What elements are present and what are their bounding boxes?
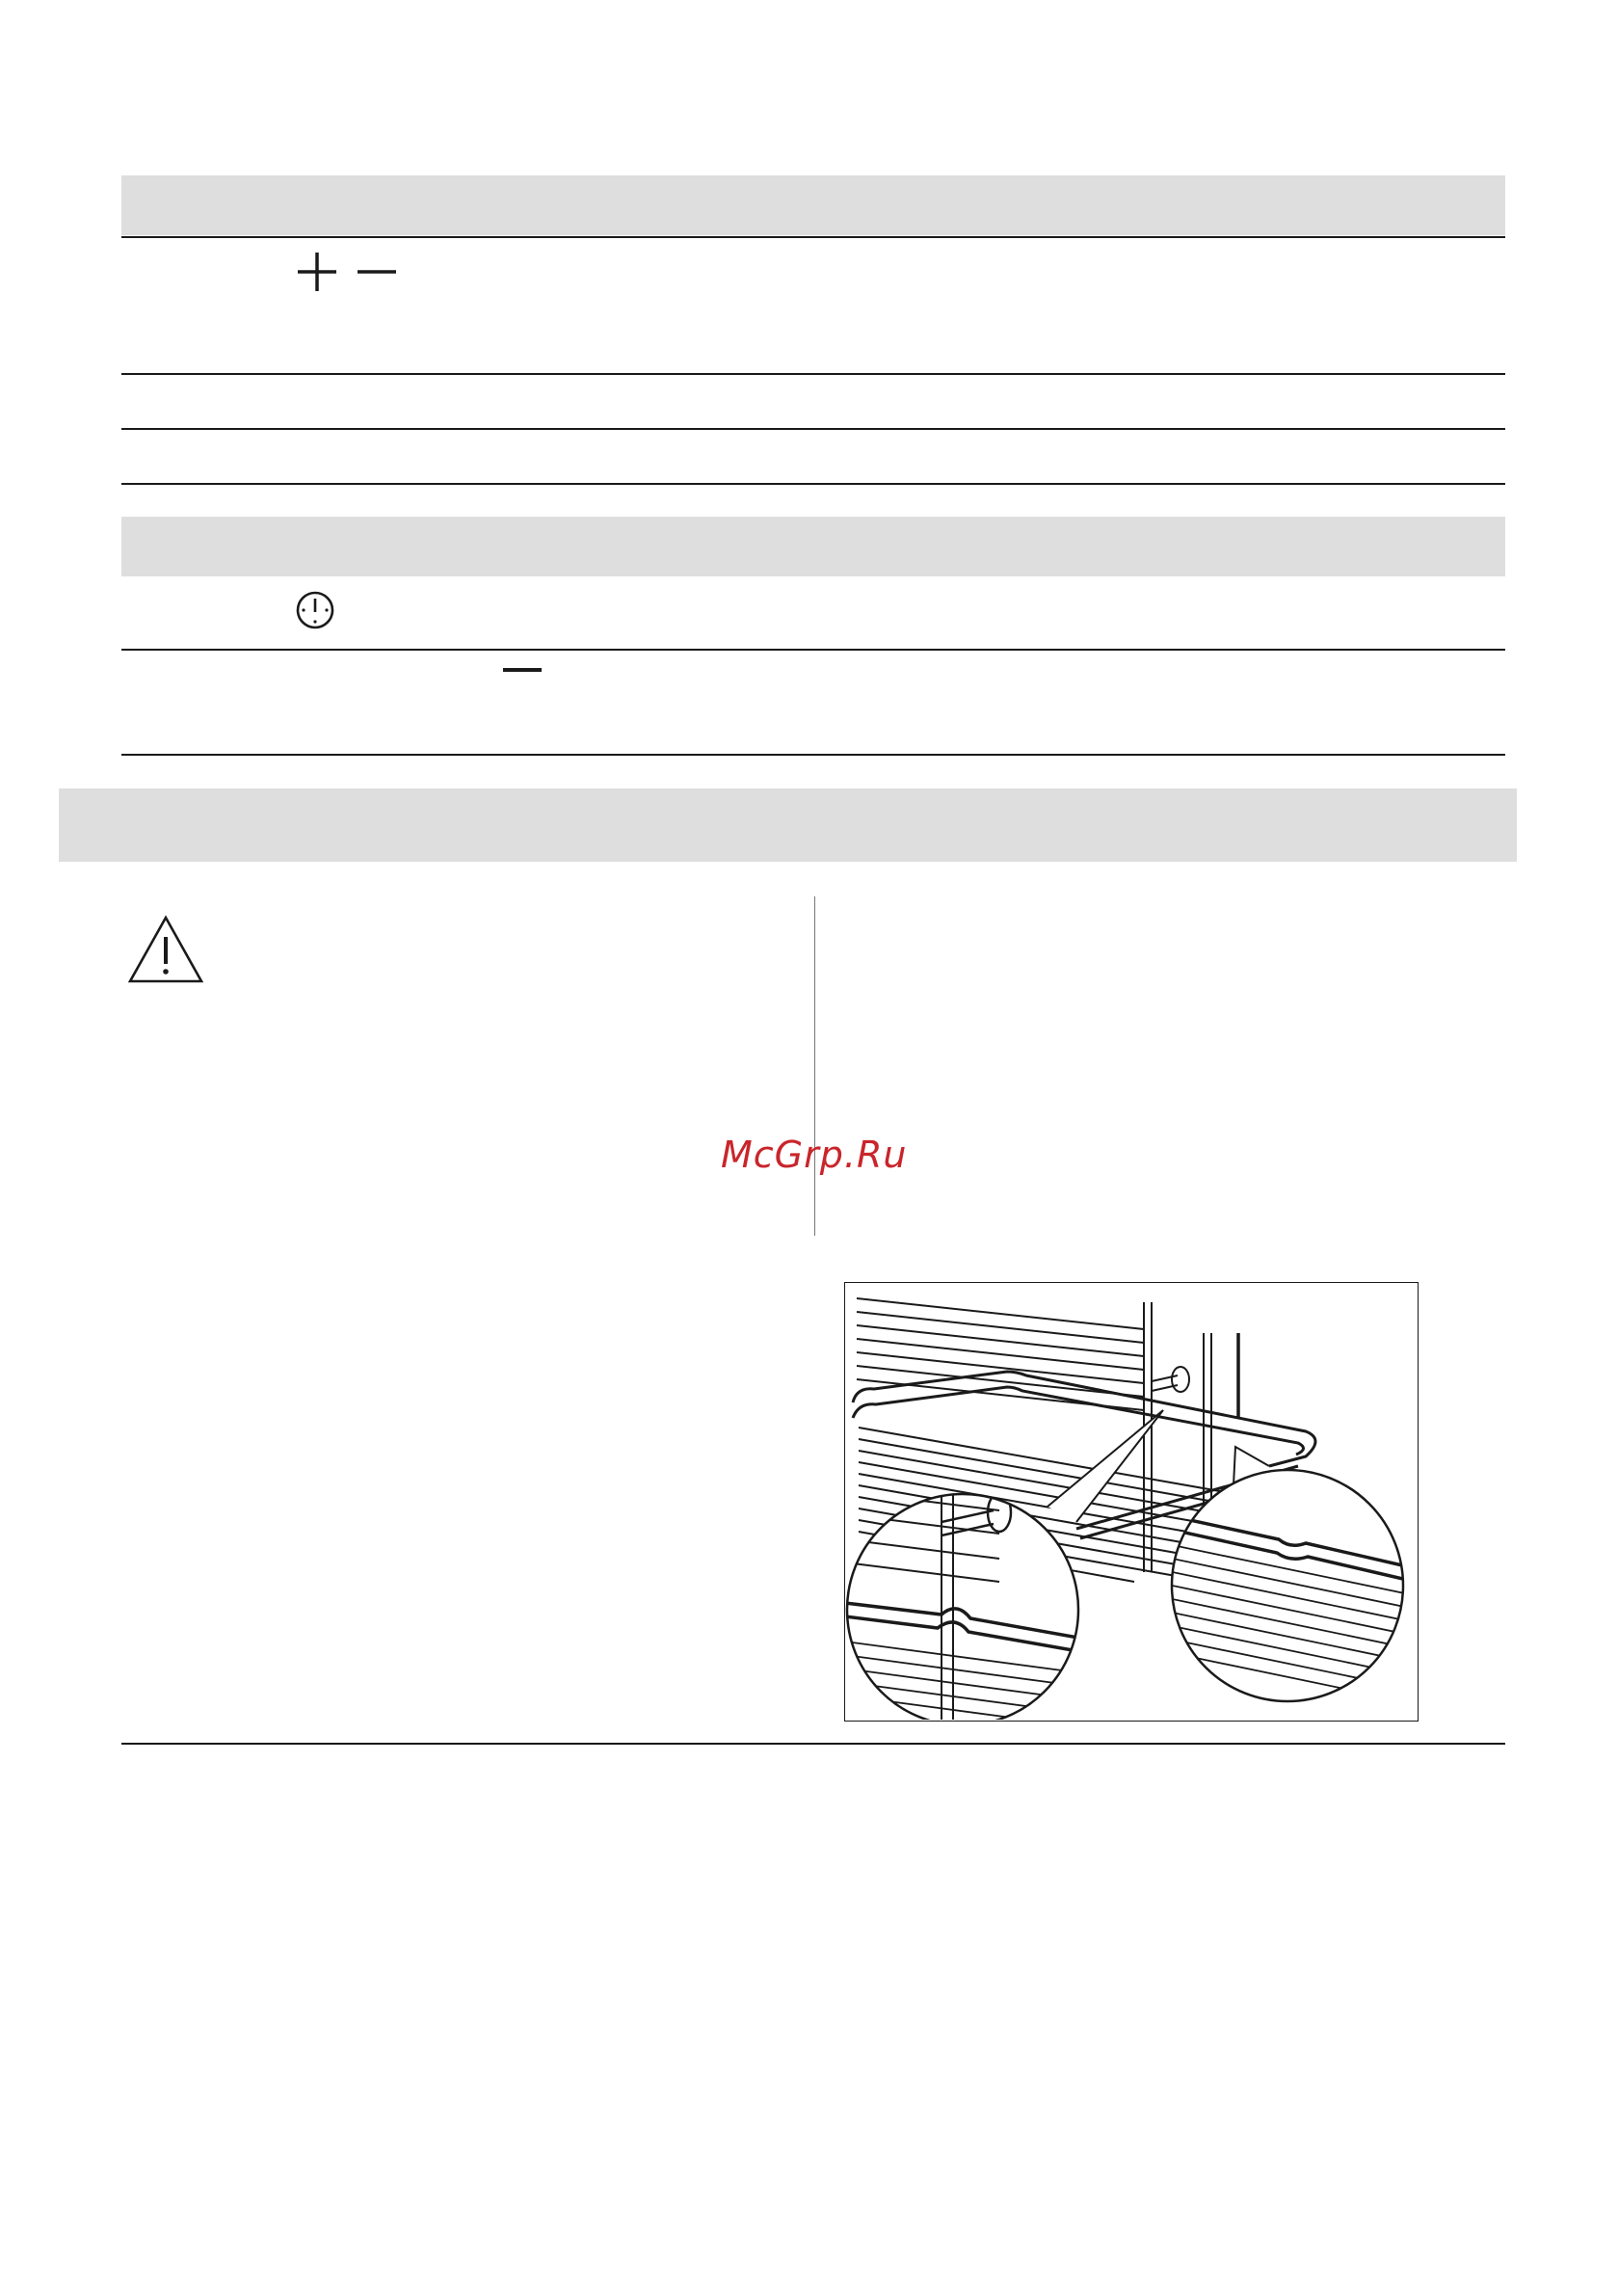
- table2-row-2: [121, 651, 1505, 753]
- plus-icon: [295, 250, 339, 294]
- watermark-text: McGrp.Ru: [721, 1134, 908, 1176]
- table1-header: [121, 175, 1505, 235]
- table2-row-1: [121, 578, 1505, 648]
- clock-icon: [294, 589, 336, 631]
- oven-shelf-drawing: [845, 1283, 1417, 1720]
- table1-bottom-rule: [121, 483, 1505, 485]
- column-divider: [814, 896, 815, 1236]
- minus-icon: [501, 660, 544, 680]
- section-bottom-rule: [121, 1743, 1505, 1745]
- minus-icon: [355, 250, 399, 294]
- table2-bottom-rule: [121, 754, 1505, 756]
- table1-row-2: [121, 375, 1505, 427]
- table2-header: [121, 517, 1505, 576]
- section-header: [59, 788, 1517, 862]
- oven-shelf-illustration: [844, 1282, 1419, 1722]
- table1-row-3: [121, 430, 1505, 482]
- table1-row-1: [121, 238, 1505, 371]
- warning-triangle-icon: [126, 914, 205, 985]
